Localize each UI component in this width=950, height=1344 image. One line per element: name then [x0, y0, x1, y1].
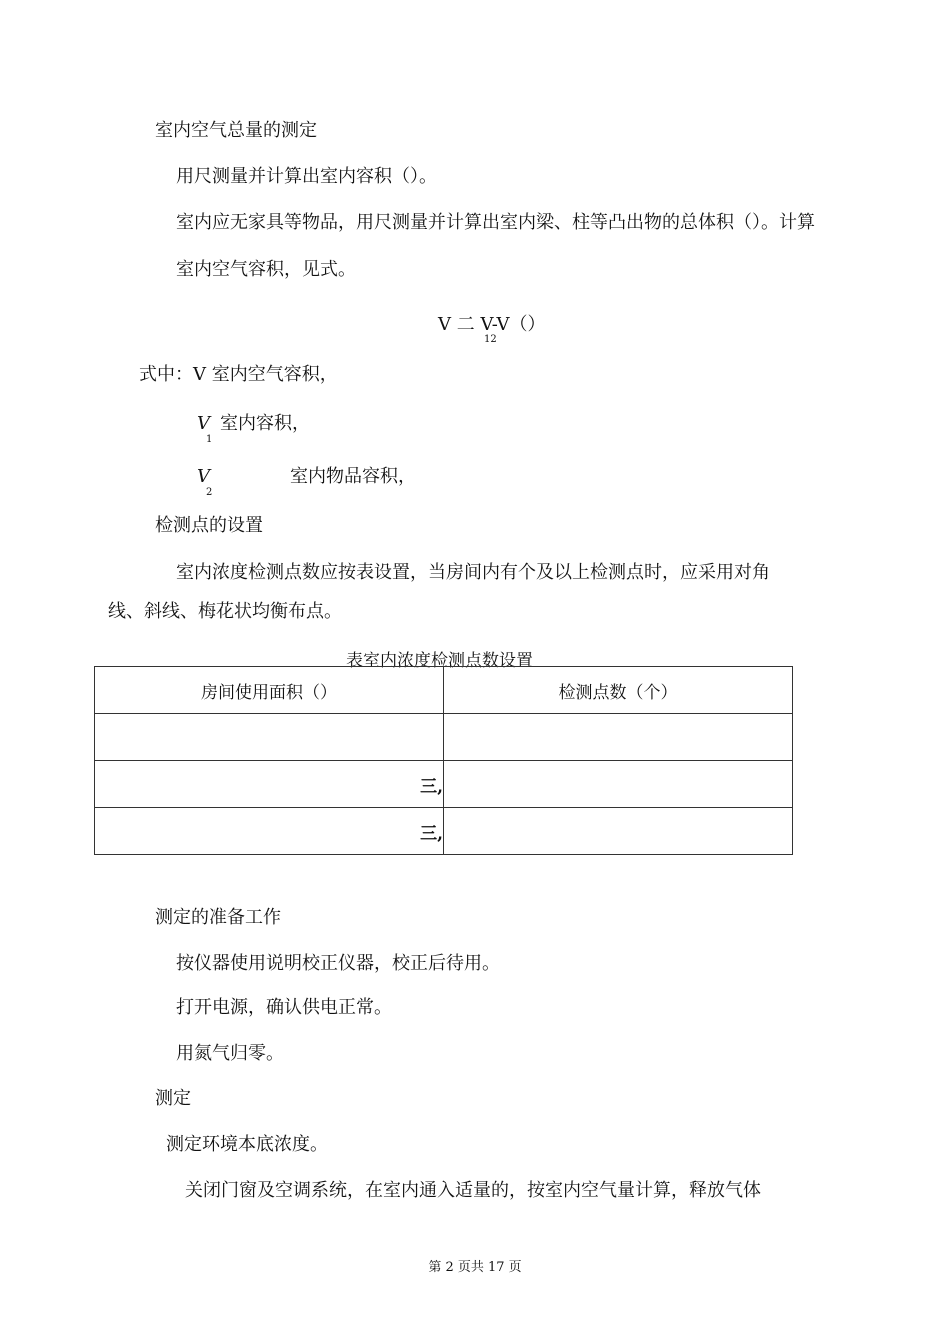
table-header-row — [95, 667, 793, 714]
table-cell — [444, 761, 793, 808]
table-cell — [444, 808, 793, 855]
section-heading-air-volume: 室内空气总量的测定 — [155, 120, 317, 141]
formula: V 二 V-V（） — [438, 314, 546, 335]
table-cell: 三, — [95, 761, 444, 808]
section-heading-measurement: 测定 — [155, 1088, 191, 1109]
table-row — [95, 808, 793, 855]
variable-v2-description: 室内物品容积， — [290, 466, 416, 487]
section-heading-detection-points: 检测点的设置 — [155, 515, 263, 536]
section-heading-preparation: 测定的准备工作 — [155, 907, 281, 928]
paragraph: 打开电源，确认供电正常。 — [176, 997, 392, 1018]
paragraph: 室内浓度检测点数应按表设置，当房间内有个及以上检测点时，应采用对角 — [176, 562, 770, 583]
paragraph: 测定环境本底浓度。 — [166, 1134, 328, 1155]
table-row — [95, 714, 793, 761]
paragraph: 用氮气归零。 — [176, 1043, 284, 1064]
formula-subscript: 12 — [484, 334, 497, 345]
variable-v1: V — [197, 413, 210, 434]
page-footer: 第 2 页共 17 页 — [428, 1260, 522, 1275]
variable-v1-description: 室内容积， — [220, 413, 310, 434]
paragraph: 按仪器使用说明校正仪器，校正后待用。 — [176, 953, 500, 974]
formula-where-line: 式中：V 室内空气容积， — [139, 364, 338, 385]
table-cell — [95, 714, 444, 761]
paragraph: 关闭门窗及空调系统，在室内通入适量的，按室内空气量计算，释放气体 — [185, 1180, 761, 1201]
paragraph: 线、斜线、梅花状均衡布点。 — [108, 601, 342, 622]
variable-v2-subscript: 2 — [206, 487, 213, 498]
variable-v2: V — [197, 466, 210, 487]
table-row — [95, 761, 793, 808]
paragraph: 用尺测量并计算出室内容积（）。 — [176, 166, 437, 187]
variable-v1-subscript: 1 — [206, 434, 213, 445]
table-cell: 三, — [95, 808, 444, 855]
paragraph: 室内空气容积，见式。 — [176, 259, 356, 280]
table-header-cell: 检测点数（个） — [444, 667, 793, 714]
detection-points-table — [94, 666, 793, 855]
table-caption: 表室内浓度检测点数设置 — [346, 651, 533, 671]
paragraph: 室内应无家具等物品，用尺测量并计算出室内梁、柱等凸出物的总体积（）。计算 — [176, 212, 815, 233]
table-header-cell: 房间使用面积（） — [95, 667, 444, 714]
table-cell — [444, 714, 793, 761]
